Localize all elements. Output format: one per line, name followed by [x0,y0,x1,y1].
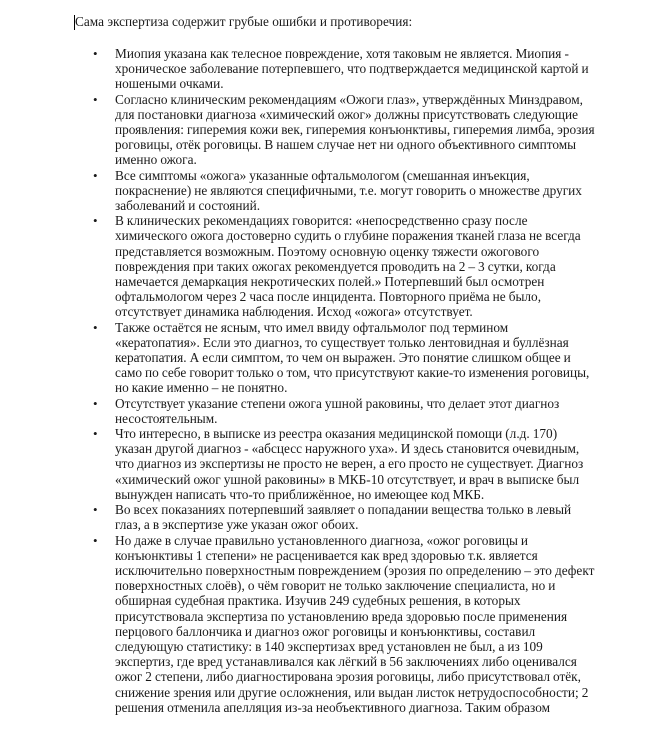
list-item[interactable] [93,320,596,396]
bullet-icon: • [93,319,98,335]
bullet-icon: • [93,532,98,548]
list-item-text[interactable]: Согласно клиническим рекомендациям «Ожоги глаз», утверждённых Минздравом, для постановки диагноза «химический ожог» должны присутствовать следующие проявления: гиперемия кожи век, гиперемия конъюнктивы, гиперемия лимба, эрозия роговицы, отёк роговицы. В нашем случае нет ни одного объективного симптомы именно ожога. [115,91,595,168]
bullet-icon: • [93,91,98,107]
bullet-icon: • [93,395,98,411]
list-item-text[interactable]: Миопия указана как телесное повреждение, хотя таковым не является. Миопия - хроническое заболевание потерпевшего, что подтверждается медицинской картой и ношеными очками. [115,46,589,92]
bullet-icon: • [93,502,98,518]
list-item[interactable] [93,213,596,319]
list-item[interactable] [93,533,596,715]
list-item-text[interactable]: Все симптомы «ожога» указанные офтальмологом (смешанная инъекция, покраснение) не являются специфичными, т.е. могут говорить о множестве других заболеваний и состояний. [115,167,582,214]
list-item-text[interactable]: Также остаётся не ясным, что имел ввиду офтальмолог под термином «кератопатия». Если это диагноз, то существует только лентовидная и буллёзная кератопатия. А если симптом, то чем он выражен. Это понятие слишком общее и само по себе говорит только о том, что присутствуют какие-то изменения роговицы, но какие именно – не понятно. [115,319,590,396]
list-item-text[interactable]: Во всех показаниях потерпевший заявляет о попадании вещества только в левый глаз, а в экспертизе уже указан ожог обоих. [115,502,572,533]
bullet-icon: • [93,167,98,183]
list-item[interactable] [93,502,596,532]
list-item-text[interactable]: Что интересно, в выписке из реестра оказания медицинской помощи (л.д. 170) указан другой диагноз - «абсцесс наружного уха». И здесь становится очевидным, что диагноз из экспертизы не просто не верен, а его просто не существует. Диагноз «химический ожог ушной раковины» в МКБ-10 отсутствует, и врач в выписке был вынужден написать что-то приближённое, но имеющее код МКБ. [115,426,584,502]
intro-paragraph[interactable]: Сама экспертиза содержит грубые ошибки и противоречия: [75,14,413,29]
bullet-icon: • [93,46,98,61]
list-item[interactable] [93,168,596,214]
list-item[interactable] [93,396,596,426]
list-item[interactable] [93,426,596,502]
bullet-icon: • [93,426,98,442]
list-item[interactable] [93,46,596,92]
bullet-list [93,46,596,715]
bullet-icon: • [93,213,98,229]
list-item-text[interactable]: В клинических рекомендациях говорится: «непосредственно сразу после химического ожога достоверно судить о глубине поражения тканей глаза не всегда представляется возможным. Поэтому основную оценку тяжести ожогового повреждения при таких ожогах рекомендуется проводить на 2 – 3 сутки, когда намечается демаркация некротических полей.» Потерпевший был осмотрен офтальмологом через 2 часа после инцидента. Повторного приёма не было, отсутствует динамика наблюдения. Исход «ожога» отсутствует. [115,213,581,320]
list-item[interactable] [93,92,596,168]
list-item-text[interactable]: Отсутствует указание степени ожога ушной раковины, что делает этот диагноз несостоятельным. [115,395,560,426]
list-item-text[interactable]: Но даже в случае правильно установленного диагноза, «ожог роговицы и конъюнктивы 1 степени» не расценивается как вред здоровью т.к. является исключительно поверхностным повреждением (эрозия по определению – это дефект поверхностных слоёв), о чём говорит не только заключение специалиста, но и обширная судебная практика. Изучив 249 судебных решения, в которых присутствовала экспертиза по установлению вреда здоровью после применения перцового баллончика и диагноз ожог роговицы и конъюнктивы, составил следующую статистику: в 140 экспертизах вред установлен не был, а из 109 экспертиз, где вред устанавливался как лёгкий в 56 заключениях либо оценивался ожог 2 степени, либо диагностирована эрозия роговицы, либо присутствовал отёк, снижение зрения или другие осложнения, или выдан листок нетрудоспособности; 2 решения отменила апелляция из-за необъективного диагноза. Таким образом [115,532,595,715]
